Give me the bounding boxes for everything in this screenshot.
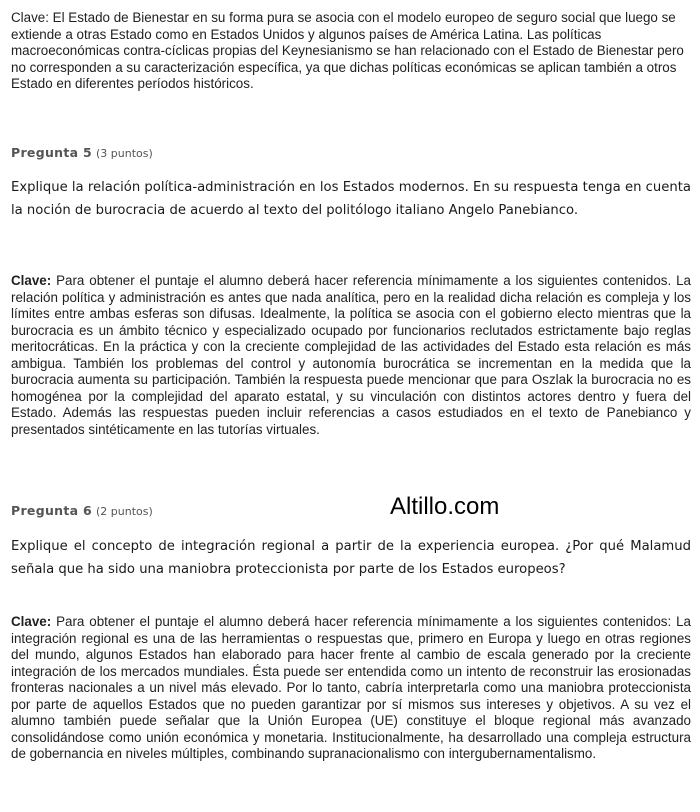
pregunta-6-clave-text: Para obtener el puntaje el alumno deberá hacer referencia mínimamente a los siguientes contenidos: La integración regional es una de las herramientas o respuestas que, primero en Europa y luego en otras regiones del mundo, algunos Estados han elaborado para hacer frente al cambio de escala generado por la creciente integración de los mercados mundiales. Ésta puede ser entendida como un intento de reconstruir las erosionadas fronteras nacionales a un nivel más elevado. Por lo tanto, cabría interpretarla como una maniobra proteccionista por parte de aquellos Estados que no pueden garantizar por sí mismos sus intereses y objetivos. A su vez el alumno también puede señalar que la Unión Europea (UE) constituye el bloque regional más avanzado consolidándose como unión económica y monetaria. Institucionalmente, ha desarrollado una compleja estructura de gobernancia en niveles múltiples, combinando supranacionalismo con intergubernamentalismo. — [11, 614, 691, 761]
pregunta-6-question — [11, 535, 691, 581]
clave-intro — [11, 10, 691, 93]
pregunta-5-question — [11, 176, 691, 222]
pregunta-5-clave-text: Para obtener el puntaje el alumno deberá hacer referencia mínimamente a los siguientes contenidos. La relación política y administración es antes que nada analítica, pero en la realidad dicha relación es compleja y los límites entre ambas esferas son difusas. Idealmente, la política se asocia con el gobierno electo mientras que la burocracia es un ámbito técnico y especializado ocupado por funcionarios reclutados estrictamente bajo reglas meritocráticas. En la práctica y con la creciente complejidad de las actividades del Estado esta relación es más ambigua. También los problemas del control y autonomía burocrática se incrementan en la medida que la burocracia aumenta su participación. También la respuesta puede mencionar que para Oszlak la burocracia no es homogénea por la complejidad del aparato estatal, y su vinculación con distintos actores dentro y fuera del Estado. Además las respuestas pueden incluir referencias a casos estudiados en el texto de Panebianco y presentados sintéticamente en las tutorías virtuales. — [11, 273, 691, 437]
pregunta-5-clave-label: Clave: — [11, 273, 52, 288]
pregunta-6-points: (2 puntos) — [96, 505, 153, 518]
watermark-altillo: Altillo.com — [390, 493, 500, 520]
pregunta-6-question-text: Explique el concepto de integración regional a partir de la experiencia europea. ¿Por qué Malamud señala que ha sido una maniobra proteccionista por parte de los Estados europeos? — [11, 539, 691, 577]
pregunta-5-heading — [11, 145, 691, 160]
clave-intro-text: Clave: El Estado de Bienestar en su forma pura se asocia con el modelo europeo de seguro social que luego se extiende a otras Estado como en Estados Unidos y algunos países de América Latina. Las políticas macroeconómicas contra-cíclicas propias del Keynesianismo se han relacionado con el Estado de Bienestar pero no corresponden a su caracterización específica, ya que dichas políticas económicas se aplican también a otros Estado en diferentes períodos históricos. — [11, 10, 684, 91]
pregunta-6-heading — [11, 503, 691, 518]
pregunta-5-label: Pregunta 5 — [11, 145, 93, 160]
pregunta-5-clave — [11, 273, 691, 438]
pregunta-5-points: (3 puntos) — [96, 147, 153, 160]
pregunta-6-label: Pregunta 6 — [11, 503, 93, 518]
pregunta-6-clave — [11, 614, 691, 763]
pregunta-5-question-text: Explique la relación política-administración en los Estados modernos. En su respuesta tenga en cuenta la noción de burocracia de acuerdo al texto del politólogo italiano Angelo Panebianco. — [11, 180, 691, 218]
pregunta-6-clave-label: Clave: — [11, 614, 52, 629]
